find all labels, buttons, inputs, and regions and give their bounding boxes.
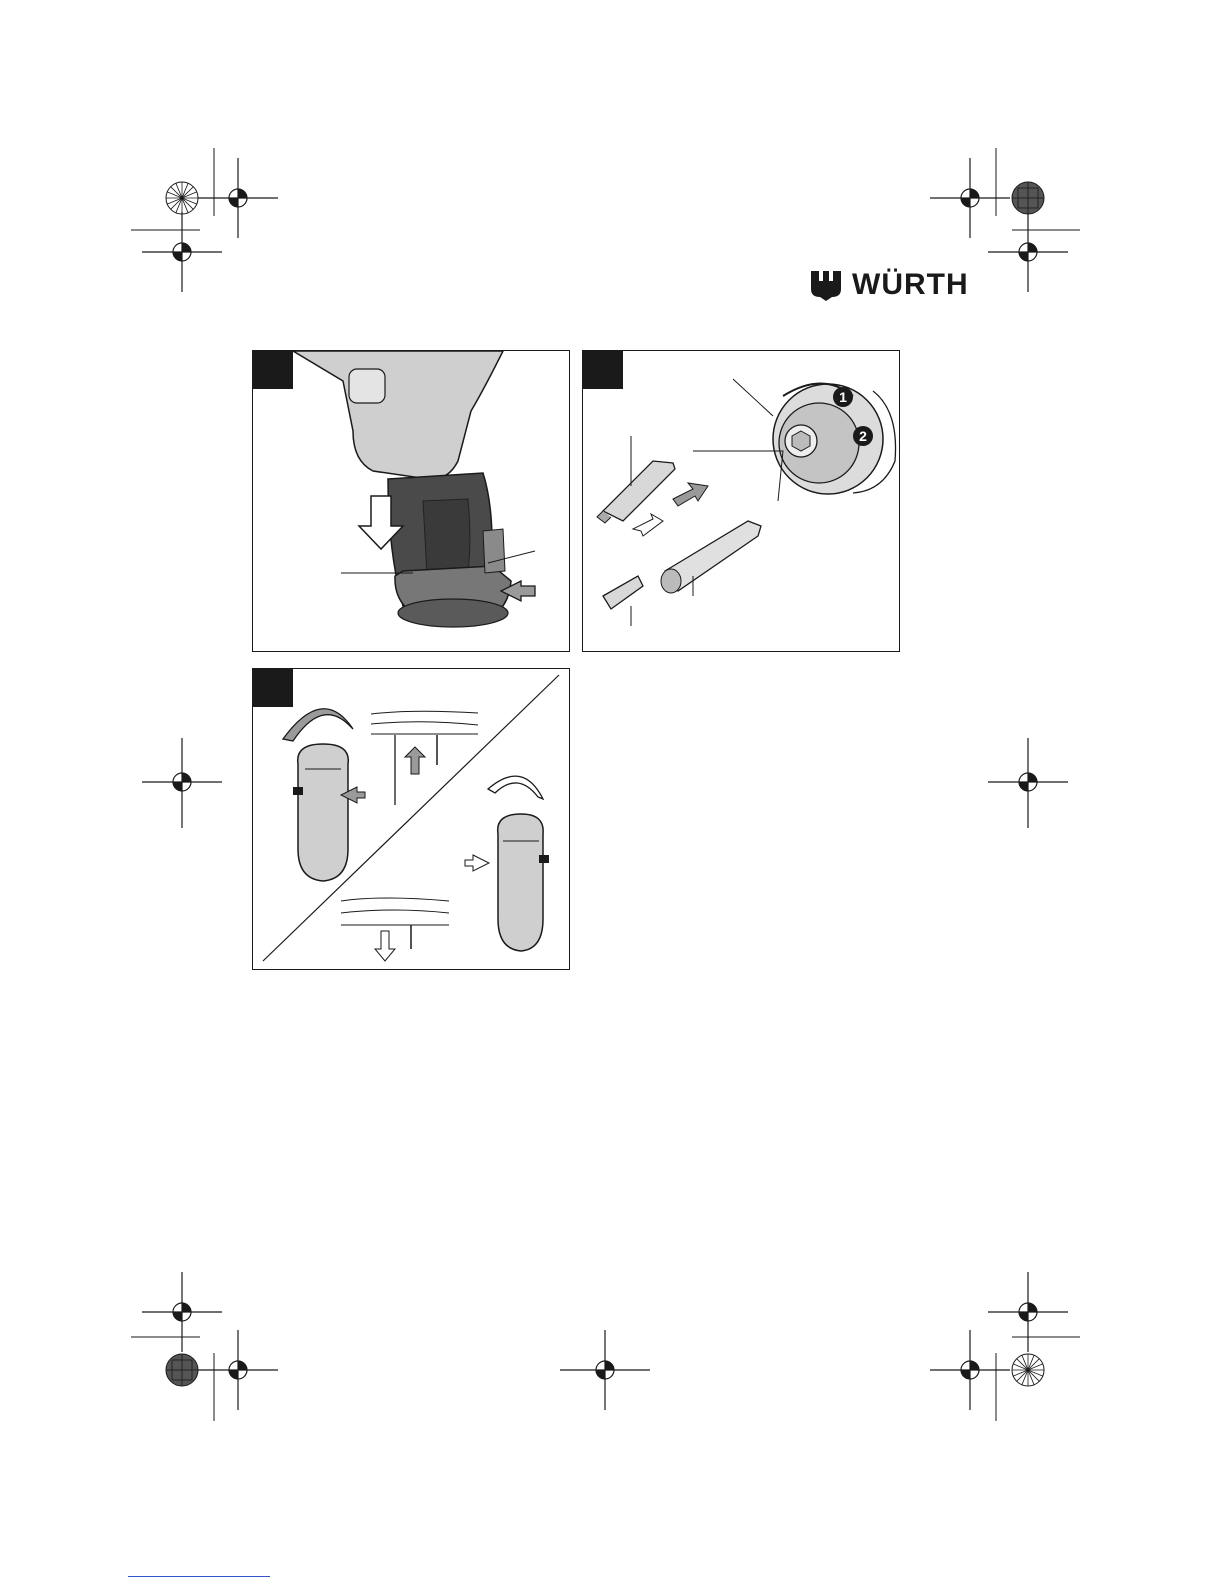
color-wheel-icon	[164, 180, 200, 216]
figure-2-panel	[582, 350, 900, 652]
svg-text:2: 2	[859, 428, 867, 444]
color-wheel-icon	[1010, 1352, 1046, 1388]
registration-mark-icon	[988, 738, 1068, 828]
color-wheel-icon	[1010, 180, 1046, 216]
footer-link-underline[interactable]	[128, 1576, 270, 1578]
figure-number-tab	[583, 351, 623, 389]
figure-number-tab	[253, 669, 293, 707]
registration-mark-icon	[142, 738, 222, 828]
registration-mark-icon	[988, 212, 1068, 292]
registration-mark-icon	[198, 1330, 278, 1410]
battery-insertion-illustration	[253, 351, 569, 651]
figure-1-panel	[252, 350, 570, 652]
svg-text:1: 1	[839, 389, 847, 405]
registration-mark-icon	[142, 212, 222, 292]
figure-number-tab	[253, 351, 293, 389]
figure-3-panel	[252, 668, 570, 970]
brand-name: WÜRTH	[852, 268, 969, 301]
color-wheel-icon	[164, 1352, 200, 1388]
bit-change-illustration	[583, 351, 899, 651]
registration-mark-icon	[930, 1330, 1010, 1410]
wurth-emblem-icon	[810, 269, 842, 301]
wurth-logo	[810, 268, 969, 302]
rotation-direction-illustration	[253, 669, 569, 969]
registration-mark-icon	[560, 1330, 650, 1410]
